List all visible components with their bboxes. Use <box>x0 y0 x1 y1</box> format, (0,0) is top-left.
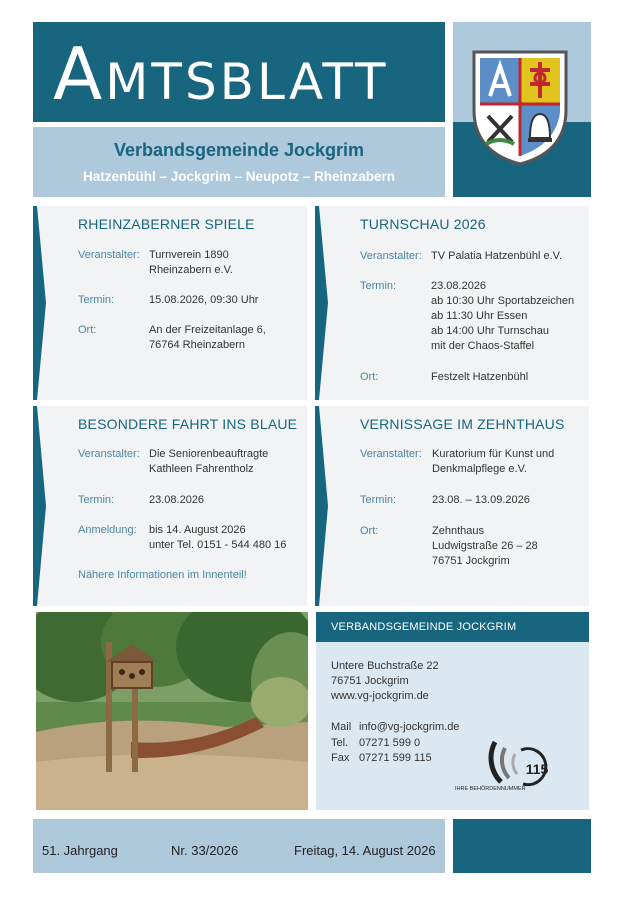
member-towns: Hatzenbühl – Jockgrim – Neupotz – Rheinzabern <box>82 169 396 184</box>
event-card-turnschau <box>315 206 589 400</box>
contact-mail <box>331 721 459 733</box>
event-title: RHEINZABERNER SPIELE <box>78 216 255 232</box>
contact-box <box>316 612 589 810</box>
row-label: Ort: <box>78 324 97 336</box>
row-label: Veranstalter: <box>78 448 140 460</box>
row-value: Rheinzabern e.V. <box>149 264 233 276</box>
footer-bar <box>33 819 445 873</box>
row-label: Termin: <box>78 494 115 506</box>
row-label: Termin: <box>360 280 397 292</box>
row-value: Festzelt Hatzenbühl <box>431 371 529 383</box>
row-label: Veranstalter: <box>360 448 422 460</box>
event-row-organizer <box>78 248 303 278</box>
event-row-organizer <box>78 447 303 477</box>
event-title: BESONDERE FAHRT INS BLAUE <box>78 416 298 432</box>
chevron-right-icon <box>315 406 328 606</box>
event-row-date <box>78 493 303 508</box>
row-value: ab 11:30 Uhr Essen <box>431 310 528 322</box>
event-row-location <box>360 524 585 569</box>
badge-number: 115 <box>525 761 549 777</box>
volume-label: 51. Jahrgang <box>42 843 118 858</box>
event-row-organizer <box>360 249 585 264</box>
event-card-rheinzaberner-spiele <box>33 206 307 400</box>
event-card-besondere-fahrt <box>33 406 307 606</box>
chevron-right-icon <box>33 406 46 606</box>
badge-caption: IHRE BEHÖRDENNUMMER <box>455 786 526 792</box>
row-value: Ludwigstraße 26 – 28 <box>432 540 538 552</box>
event-row-registration <box>78 523 303 553</box>
row-value: bis 14. August 2026 <box>149 524 246 536</box>
issue-number: Nr. 33/2026 <box>171 843 239 858</box>
event-row-date <box>78 293 303 308</box>
event-title: TURNSCHAU 2026 <box>360 216 486 232</box>
contact-phone <box>331 737 420 749</box>
row-value: 23.08.2026 <box>149 494 205 506</box>
phone-number: 07271 599 0 <box>359 737 421 749</box>
authority-number-115-badge <box>451 732 551 792</box>
row-value: Turnverein 1890 <box>149 249 229 261</box>
event-card-vernissage <box>315 406 589 606</box>
row-label: Ort: <box>360 525 379 537</box>
contact-city: 76751 Jockgrim <box>331 675 409 687</box>
row-value: Kuratorium für Kunst und <box>432 448 555 460</box>
row-value: TV Palatia Hatzenbühl e.V. <box>431 250 563 262</box>
event-row-date <box>360 493 585 508</box>
contact-heading: VERBANDSGEMEINDE JOCKGRIM <box>316 612 589 642</box>
row-value: 15.08.2026, 09:30 Uhr <box>149 294 259 306</box>
event-note: Nähere Informationen im Innenteil! <box>78 569 247 581</box>
issue-date: Freitag, 14. August 2026 <box>294 843 436 858</box>
row-value: 23.08.2026 <box>431 280 487 292</box>
row-label: Veranstalter: <box>78 249 140 261</box>
footer-accent <box>453 819 591 873</box>
row-value: An der Freizeitanlage 6, <box>149 324 266 336</box>
row-value: Kathleen Fahrentholz <box>149 463 254 475</box>
chevron-right-icon <box>315 206 328 400</box>
row-label: Ort: <box>360 371 379 383</box>
organization-name: Verbandsgemeinde Jockgrim <box>113 140 365 160</box>
row-label: Termin: <box>360 494 397 506</box>
event-row-organizer <box>360 447 585 477</box>
mail-link[interactable]: info@vg-jockgrim.de <box>359 721 460 733</box>
contact-street: Untere Buchstraße 22 <box>331 660 439 672</box>
event-row-location <box>78 323 303 353</box>
row-label: Veranstalter: <box>360 250 422 262</box>
row-value: 23.08. – 13.09.2026 <box>432 494 530 506</box>
row-value: Zehnthaus <box>432 525 484 537</box>
fax-label: Fax <box>331 752 350 764</box>
masthead-title: AMTSBLATT <box>53 32 389 116</box>
fax-number: 07271 599 115 <box>359 752 432 764</box>
row-value: ab 10:30 Uhr Sportabzeichen <box>431 295 575 307</box>
row-value: unter Tel. 0151 - 544 480 16 <box>149 539 287 551</box>
event-row-date <box>360 279 585 354</box>
coat-of-arms-icon <box>470 48 570 168</box>
garden-insect-hotel-photo <box>36 612 308 810</box>
contact-website-link[interactable]: www.vg-jockgrim.de <box>331 690 429 702</box>
subhead-banner <box>33 127 445 197</box>
chevron-right-icon <box>33 206 46 400</box>
masthead-banner <box>33 22 445 122</box>
row-value: 76751 Jockgrim <box>432 555 510 567</box>
row-value: 76764 Rheinzabern <box>149 339 246 351</box>
row-label: Termin: <box>78 294 115 306</box>
event-title: VERNISSAGE IM ZEHNTHAUS <box>360 416 565 432</box>
event-row-location <box>360 370 585 385</box>
mail-label: Mail <box>331 721 352 733</box>
row-value: Die Seniorenbeauftragte <box>149 448 269 460</box>
phone-label: Tel. <box>331 737 349 749</box>
row-label: Anmeldung: <box>78 524 137 536</box>
row-value: ab 14:00 Uhr Turnschau <box>431 325 550 337</box>
row-value: Denkmalpflege e.V. <box>432 463 527 475</box>
row-value: mit der Chaos-Staffel <box>431 340 535 352</box>
contact-fax <box>331 752 432 764</box>
